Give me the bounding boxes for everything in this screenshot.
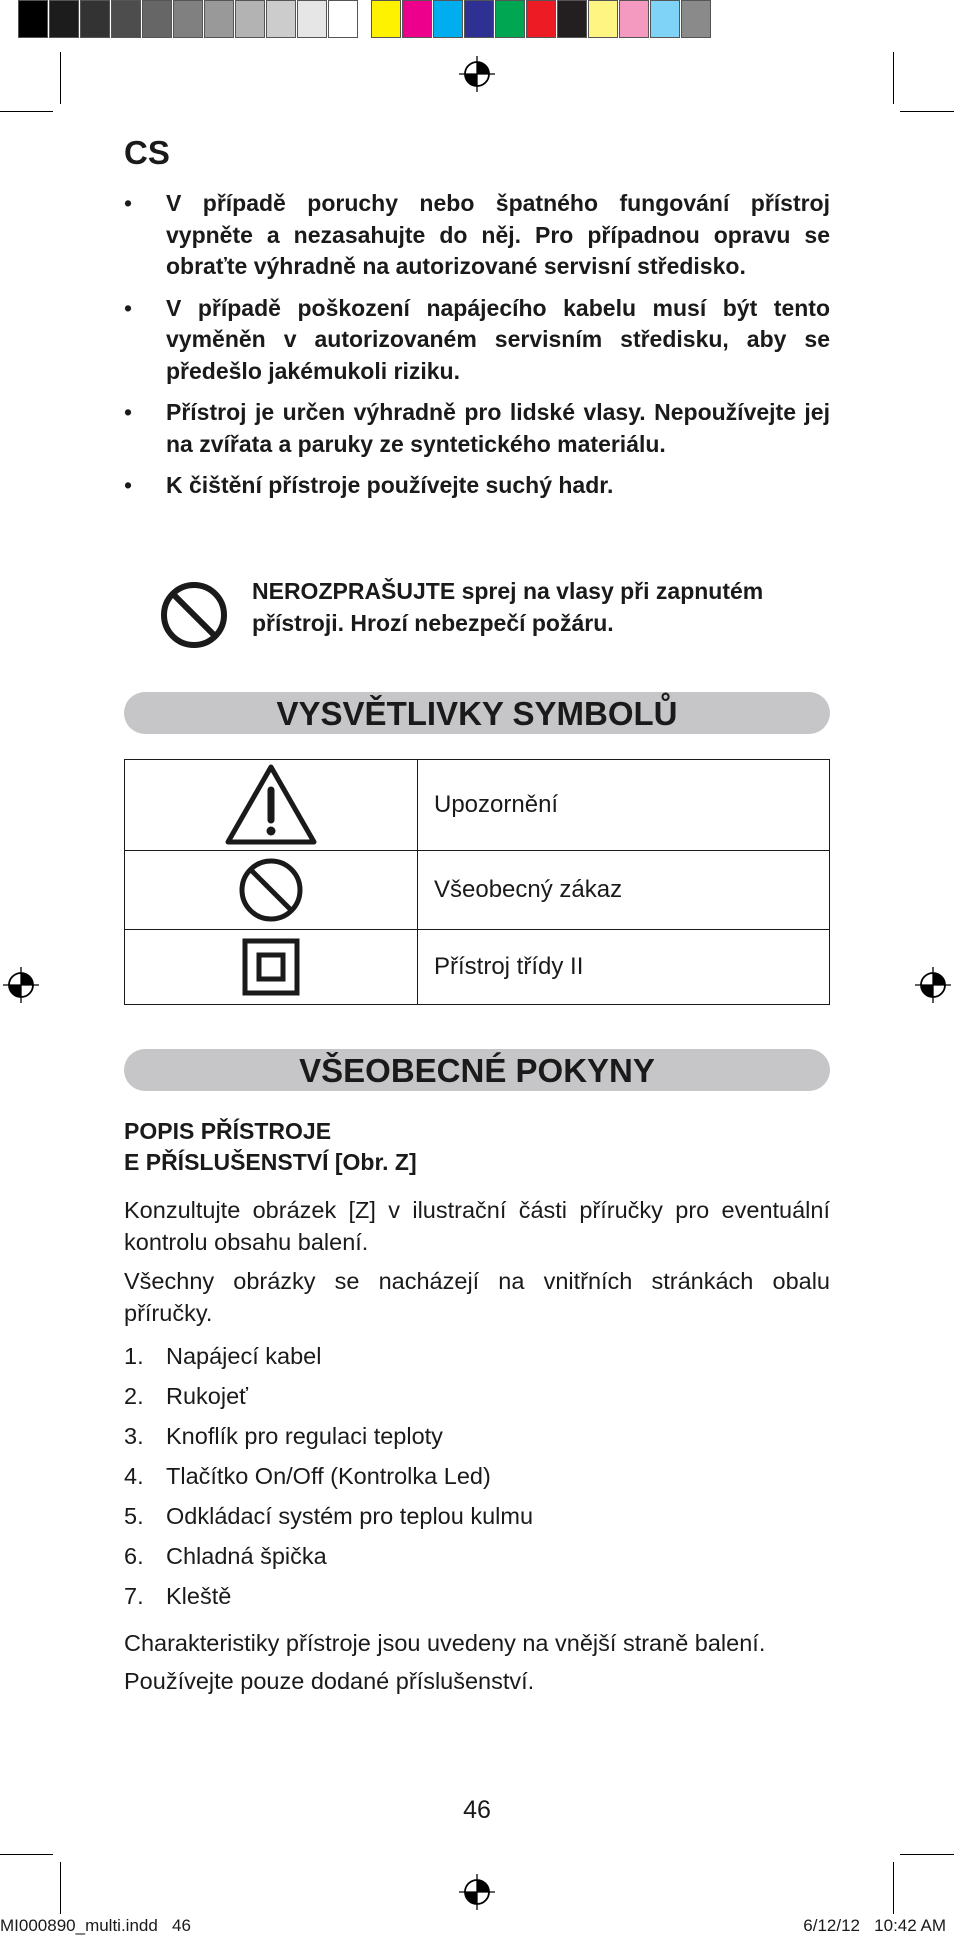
list-item: • Přístroj je určen výhradně pro lidské vlasy. Nepoužívejte jej na zvířata a paruky ze syntetického materiálu. (124, 397, 830, 460)
list-item: 6. Chladná špička (124, 1543, 327, 1569)
color-swatch (80, 0, 110, 38)
parts-list (124, 1336, 830, 1616)
language-code: CS (124, 134, 170, 171)
heading-line: POPIS PŘÍSTROJE (124, 1118, 332, 1144)
registration-mark-icon (915, 967, 951, 1003)
list-item: • K čištění přístroje používejte suchý hadr. (124, 470, 830, 502)
paragraph: Všechny obrázky se nacházejí na vnitřních stránkách obalu příručky. (124, 1268, 830, 1326)
color-swatch (49, 0, 79, 38)
crop-mark (893, 1862, 894, 1914)
class-ii-icon (242, 938, 300, 996)
crop-mark (900, 111, 954, 112)
color-swatch (235, 0, 265, 38)
general-section-title: VŠEOBECNÉ POKYNY (124, 1049, 830, 1091)
color-swatch (142, 0, 172, 38)
list-item: • V případě poruchy nebo špatného fungování přístroj vypněte a nezasahujte do něj. Pro případnou opravu se obraťte výhradně na autorizované servisní středisko. (124, 188, 830, 283)
symbol-label: Všeobecný zákaz (418, 851, 830, 930)
process-color-swatches (371, 0, 712, 43)
symbol-label: Upozornění (418, 760, 830, 851)
symbols-section-title: VYSVĚTLIVKY SYMBOLŮ (124, 692, 830, 734)
prohibition-icon (237, 856, 305, 924)
device-description-heading (124, 1116, 417, 1178)
color-swatch (526, 0, 556, 38)
list-item: 2. Rukojeť (124, 1383, 248, 1409)
color-swatch (18, 0, 48, 38)
hairspray-warning (158, 576, 830, 651)
color-swatch (266, 0, 296, 38)
color-swatch (371, 0, 401, 38)
hairspray-warning-text: NEROZPRAŠUJTE sprej na vlasy při zapnutém přístroji. Hrozí nebezpečí požáru. (252, 578, 764, 636)
printer-color-bar (18, 0, 712, 43)
crop-mark (60, 52, 61, 104)
list-item: 5. Odkládací systém pro teplou kulmu (124, 1503, 534, 1529)
color-swatch (173, 0, 203, 38)
list-item: 1. Napájecí kabel (124, 1343, 322, 1369)
crop-mark (893, 52, 894, 104)
symbols-table (124, 759, 830, 1005)
color-swatch (619, 0, 649, 38)
color-swatch (204, 0, 234, 38)
gray-swatches (18, 0, 359, 43)
color-swatch (681, 0, 711, 38)
color-swatch (464, 0, 494, 38)
list-item: • V případě poškození napájecího kabelu musí být tento vyměněn v autorizovaném servisním středisku, aby se předešlo jakémukoli riziku. (124, 293, 830, 388)
crop-mark (900, 1854, 954, 1855)
warning-triangle-icon (223, 762, 319, 848)
paragraph: Charakteristiky přístroje jsou uvedeny na vnější straně balení. (124, 1630, 766, 1656)
date-slug: 6/12/12 10:42 AM (803, 1916, 946, 1935)
file-slug: MI000890_multi.indd 46 (0, 1916, 191, 1935)
prohibition-icon (158, 579, 230, 651)
color-swatch (328, 0, 358, 38)
color-swatch (297, 0, 327, 38)
crop-mark (0, 111, 53, 112)
page-number: 46 (463, 1796, 491, 1824)
registration-mark-icon (3, 967, 39, 1003)
symbol-label: Přístroj třídy II (418, 930, 830, 1005)
registration-mark-icon (459, 56, 495, 92)
safety-warnings-list (124, 188, 830, 512)
table-row (125, 851, 830, 930)
color-swatch (557, 0, 587, 38)
list-item: 4. Tlačítko On/Off (Kontrolka Led) (124, 1463, 491, 1489)
color-swatch (111, 0, 141, 38)
table-row (125, 760, 830, 851)
registration-mark-icon (459, 1874, 495, 1910)
paragraph: Konzultujte obrázek [Z] v ilustrační části příručky pro eventuální kontrolu obsahu balení. (124, 1197, 830, 1255)
heading-line: E PŘÍSLUŠENSTVÍ [Obr. Z] (124, 1149, 417, 1175)
color-swatch (495, 0, 525, 38)
color-swatch (433, 0, 463, 38)
paragraph: Používejte pouze dodané příslušenství. (124, 1668, 535, 1694)
color-swatch (588, 0, 618, 38)
color-swatch (402, 0, 432, 38)
list-item: 3. Knoflík pro regulaci teploty (124, 1423, 443, 1449)
crop-mark (60, 1862, 61, 1914)
crop-mark (0, 1854, 53, 1855)
color-swatch (650, 0, 680, 38)
table-row (125, 930, 830, 1005)
list-item: 7. Kleště (124, 1583, 232, 1609)
